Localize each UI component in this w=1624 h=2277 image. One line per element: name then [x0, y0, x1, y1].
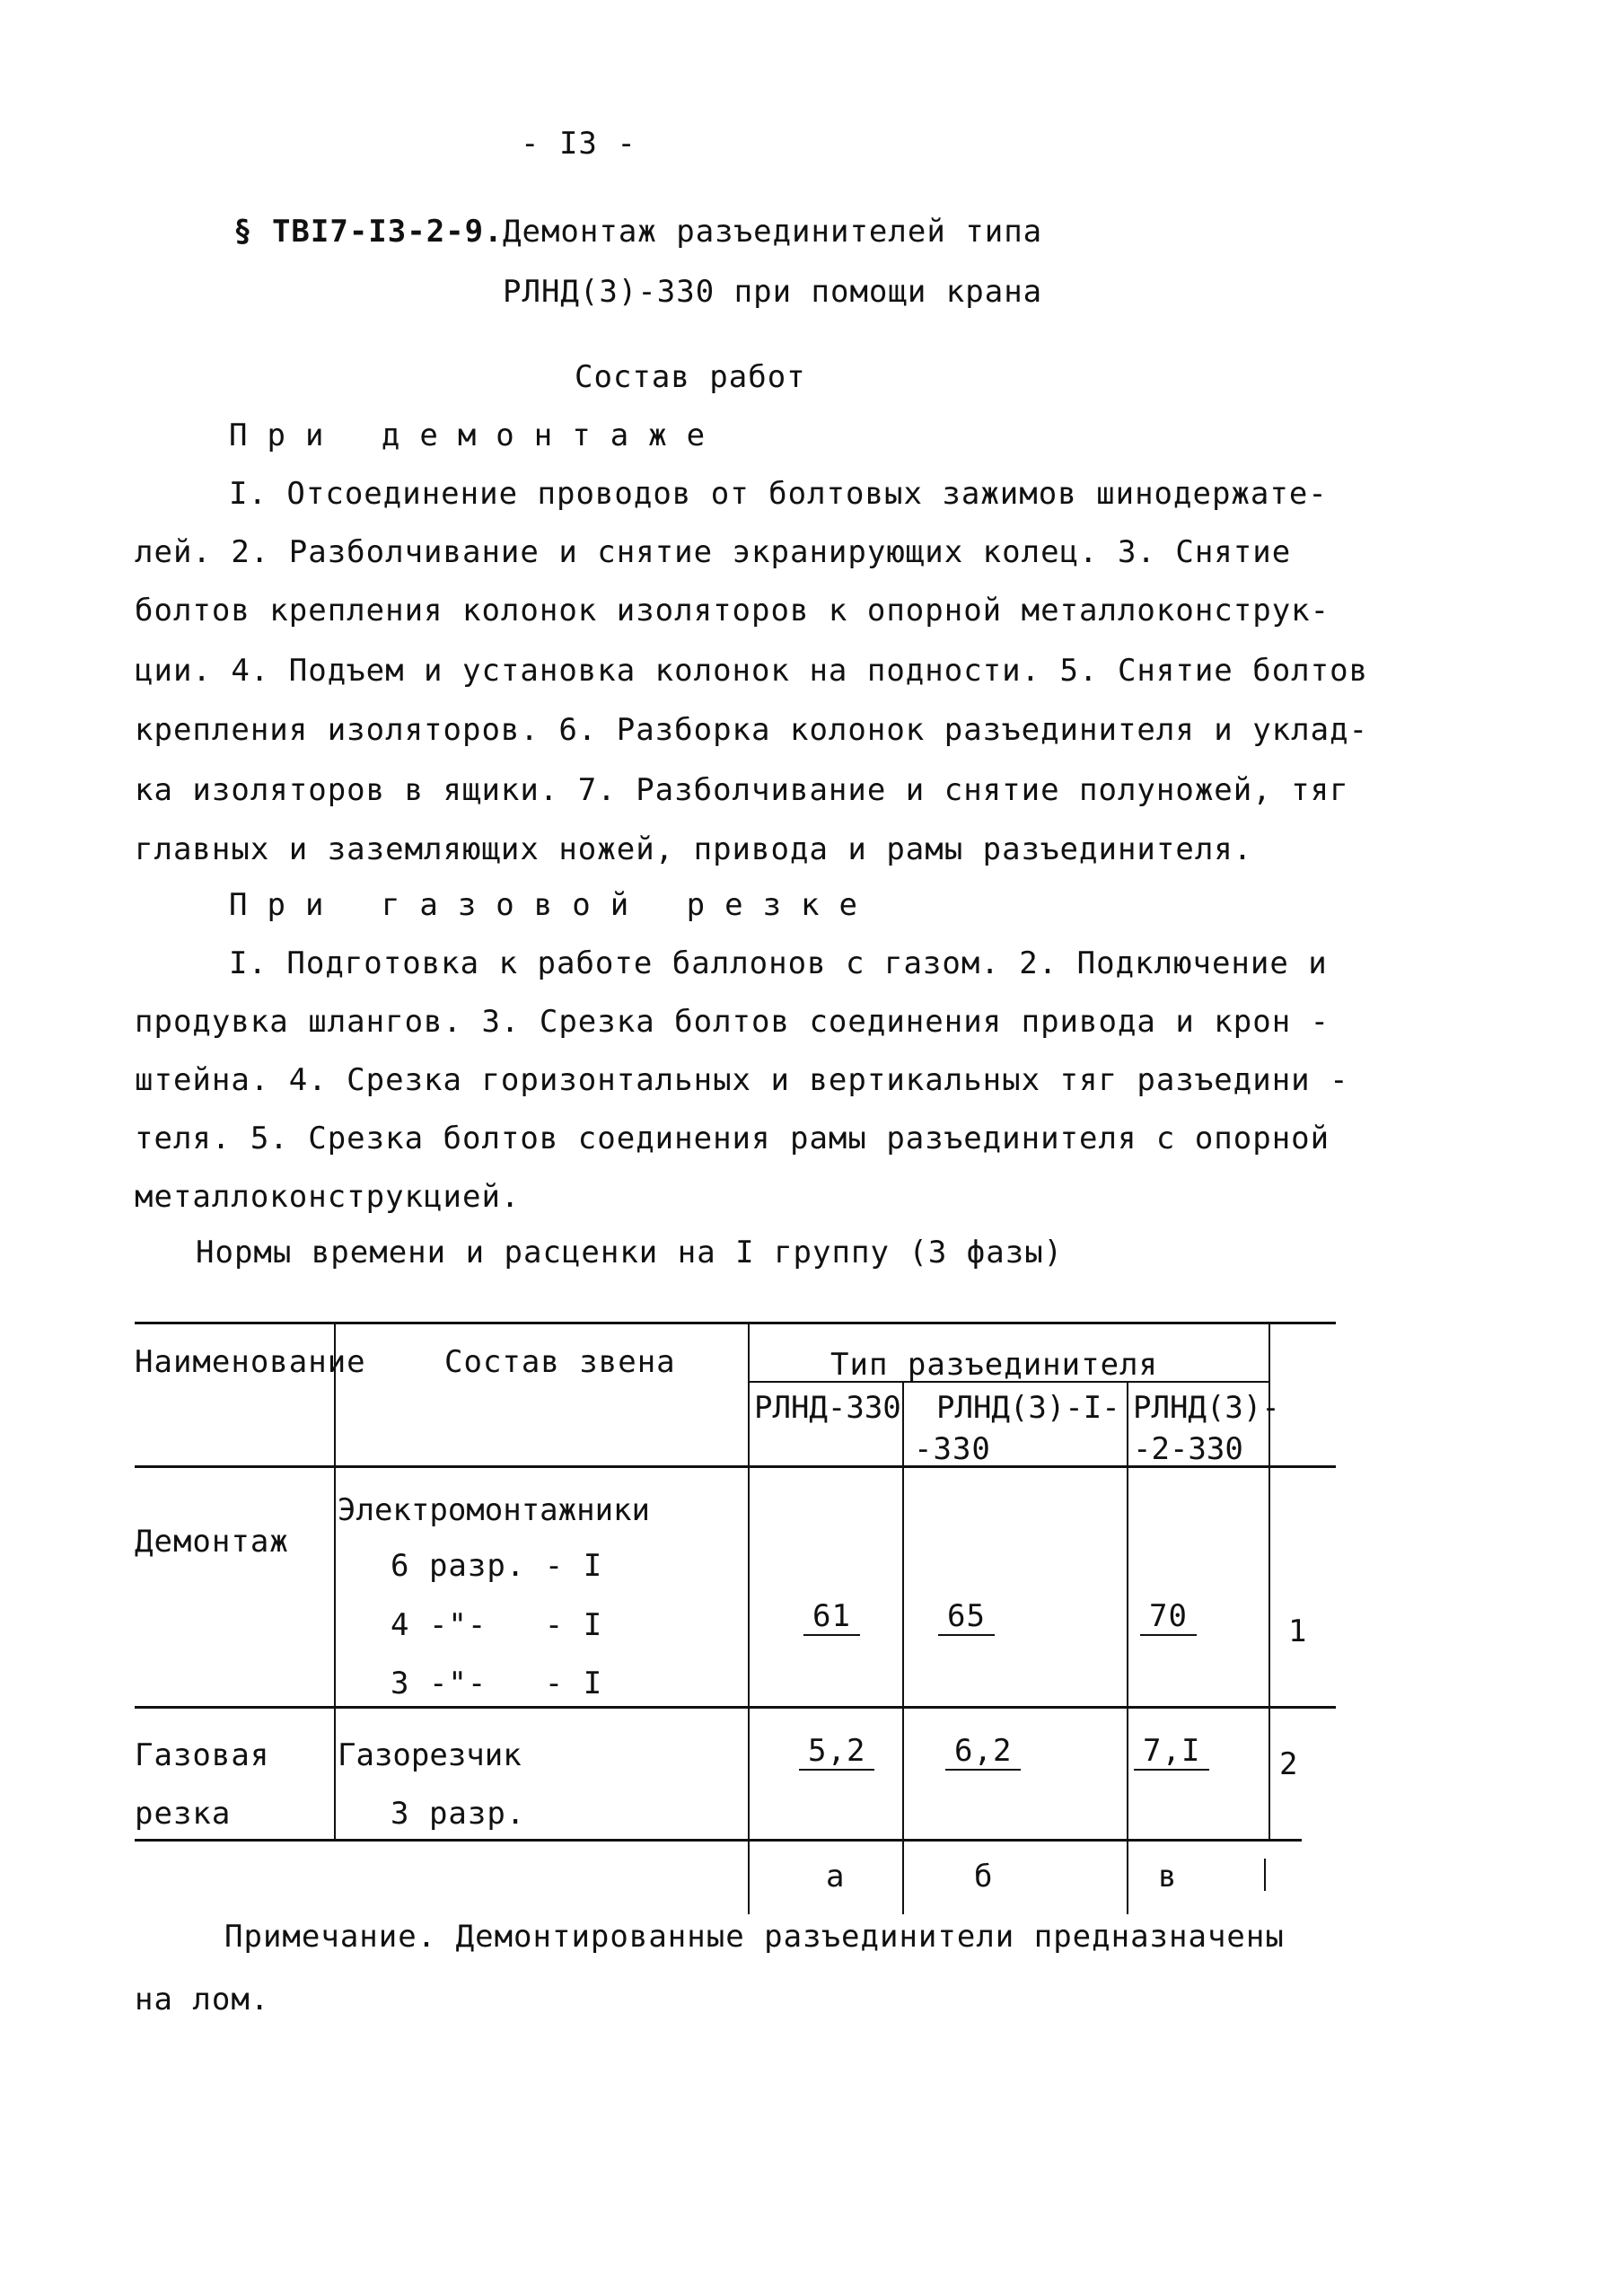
row-dismantling-number: 1	[1288, 1613, 1308, 1649]
row-gas-cutting-value: 5,2	[799, 1733, 874, 1771]
table-rule-row-separator	[135, 1706, 1336, 1709]
page-number: - I3 -	[521, 126, 636, 162]
gas-cutting-line: металлоконструкцией.	[135, 1179, 521, 1215]
table-vline-crew	[748, 1322, 750, 1914]
header-name: Наименование	[135, 1344, 366, 1380]
header-col3-line1: РЛНД(3)-	[1133, 1390, 1280, 1426]
row-gas-cutting-value: 6,2	[945, 1733, 1021, 1771]
dismantling-line: ка изоляторов в ящики. 7. Разболчивание и снятие полуножей, тяг	[135, 772, 1349, 808]
dismantling-line: главных и заземляющих ножей, привода и рамы разъединителя.	[135, 831, 1253, 867]
dismantling-label: При демонтаже	[229, 418, 725, 453]
heading-code: § ТВI7-I3-2-9.	[233, 214, 504, 250]
header-crew: Состав звена	[444, 1344, 676, 1380]
table-vline-col1	[902, 1381, 904, 1914]
row-gas-cutting-crew: 3 разр.	[391, 1796, 526, 1832]
norms-caption: Нормы времени и расценки на I группу (3 фазы)	[196, 1235, 1064, 1270]
header-col3-line2: -2-330	[1133, 1431, 1243, 1467]
table-vline-col2	[1127, 1381, 1128, 1914]
header-col2-line1: РЛНД(3)-I-	[936, 1390, 1120, 1426]
table-vline-tail	[1264, 1859, 1266, 1891]
gas-cutting-line: продувка шлангов. 3. Срезка болтов соединения привода и крон -	[135, 1004, 1330, 1040]
row-dismantling-value: 61	[803, 1598, 860, 1636]
gas-cutting-line: I. Подготовка к работе баллонов с газом. 2. Подключение и	[229, 945, 1328, 981]
header-col2-line2: -330	[914, 1431, 991, 1467]
row-dismantling-crew: 6 разр. - I	[391, 1548, 603, 1584]
row-dismantling-value: 65	[938, 1598, 995, 1636]
row-gas-cutting-name-line2: резка	[135, 1796, 232, 1832]
table-rule-top	[135, 1322, 1336, 1324]
section-title: Состав работ	[575, 359, 806, 395]
table-vline-name	[334, 1322, 336, 1841]
dismantling-line: ции. 4. Подъем и установка колонок на подности. 5. Снятие болтов	[135, 653, 1369, 689]
heading-title-line2: РЛНД(3)-330 при помощи крана	[503, 274, 1043, 310]
row-dismantling-crew: 3 -"- - I	[391, 1666, 603, 1701]
note-line1: Примечание. Демонтированные разъединители предназначены	[224, 1919, 1285, 1955]
heading-title-line1: Демонтаж разъединителей типа	[503, 214, 1043, 250]
row-gas-cutting-name-line1: Газовая	[135, 1737, 270, 1773]
row-dismantling-value: 70	[1140, 1598, 1197, 1636]
row-dismantling-crew: Электромонтажники	[338, 1492, 650, 1528]
gas-cutting-line: теля. 5. Срезка болтов соединения рамы разъединителя с опорной	[135, 1121, 1330, 1156]
row-gas-cutting-value: 7,I	[1134, 1733, 1209, 1771]
note-line2: на лом.	[135, 1982, 270, 2018]
dismantling-line: лей. 2. Разболчивание и снятие экранирующих колец. 3. Снятие	[135, 534, 1292, 570]
column-letter: в	[1158, 1859, 1178, 1895]
row-dismantling-name: Демонтаж	[135, 1524, 289, 1560]
header-col1: РЛНД-330	[754, 1390, 901, 1426]
row-dismantling-crew: 4 -"- - I	[391, 1607, 603, 1643]
gas-cutting-label: При газовой резке	[229, 887, 877, 923]
dismantling-line: I. Отсоединение проводов от болтовых зажимов шинодержате-	[229, 476, 1328, 512]
dismantling-line: крепления изоляторов. 6. Разборка колонок разъединителя и уклад-	[135, 712, 1369, 748]
row-gas-cutting-number: 2	[1279, 1746, 1299, 1782]
row-gas-cutting-crew: Газорезчик	[338, 1737, 522, 1773]
header-type-group: Тип разъединителя	[830, 1347, 1158, 1383]
column-letter: б	[974, 1859, 994, 1895]
column-letter: а	[826, 1859, 846, 1895]
gas-cutting-line: штейна. 4. Срезка горизонтальных и вертикальных тяг разъедини -	[135, 1062, 1349, 1098]
dismantling-line: болтов крепления колонок изоляторов к опорной металлоконструк-	[135, 593, 1330, 629]
